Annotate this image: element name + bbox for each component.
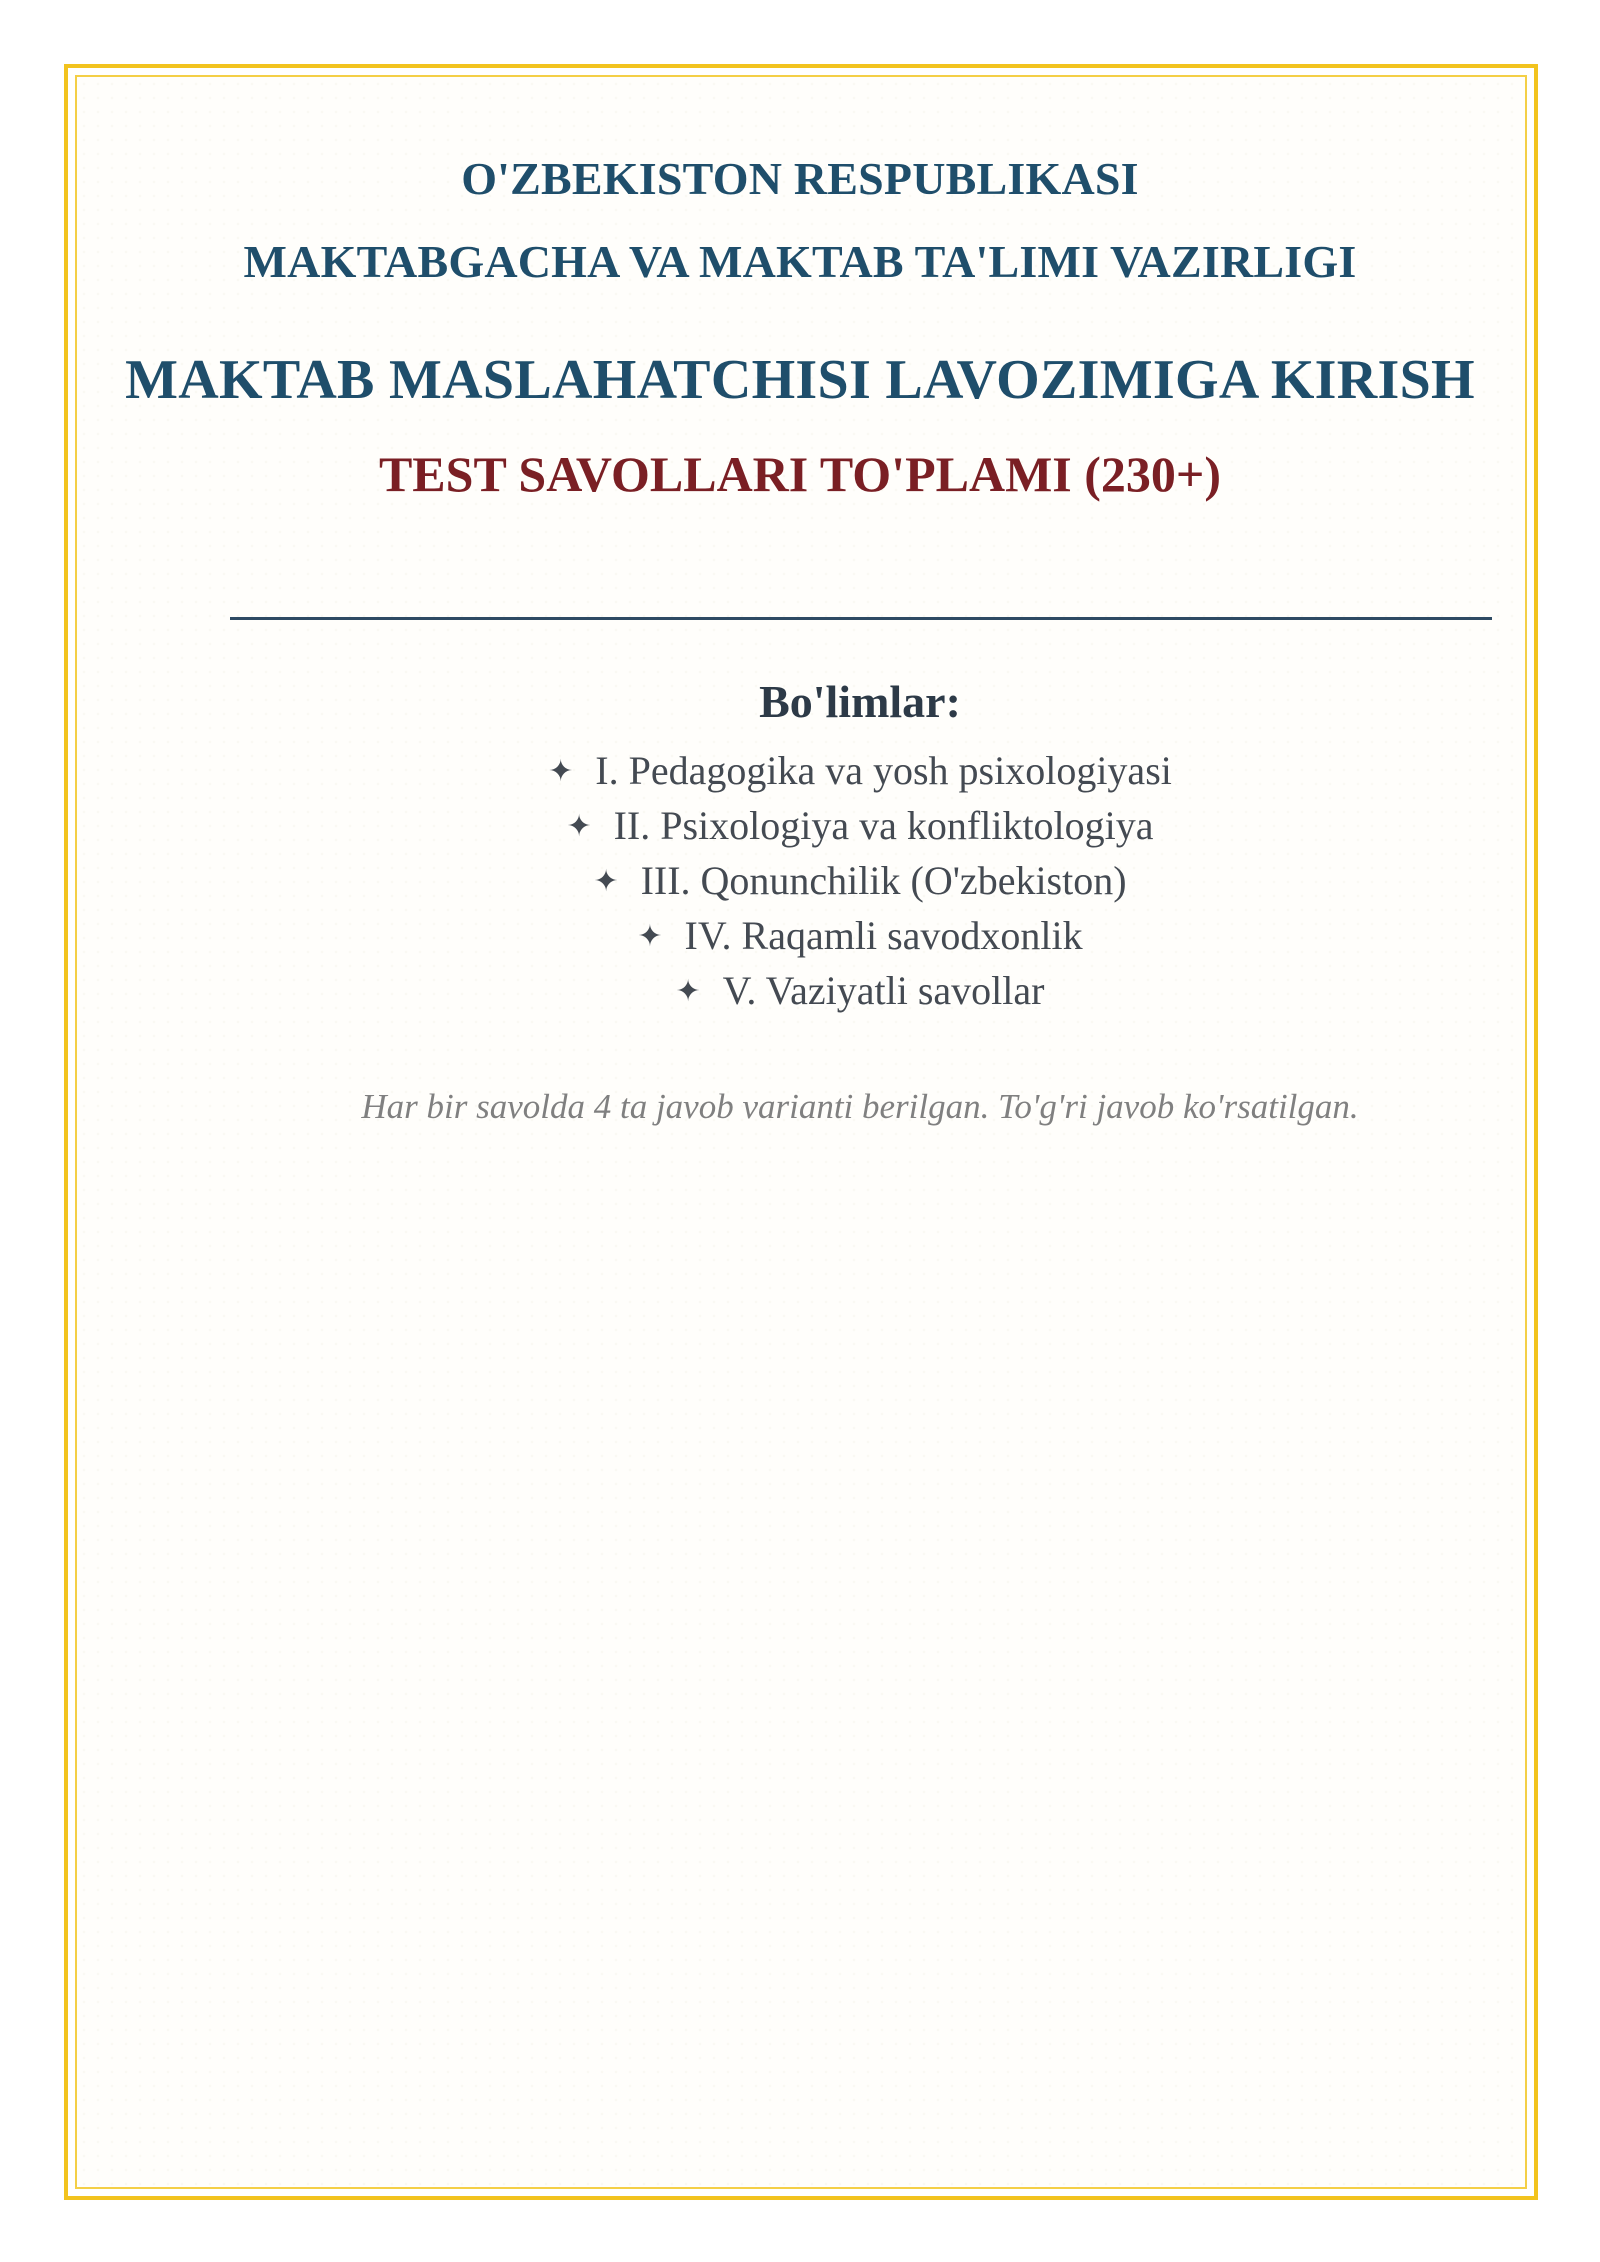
section-item bbox=[0, 963, 1600, 1018]
section-item bbox=[0, 798, 1600, 853]
section-item-label: III. Qonunchilik (O'zbekiston) bbox=[640, 858, 1127, 903]
four-point-star-icon: ✦ bbox=[637, 919, 663, 954]
answer-format-note: Har bir savolda 4 ta javob varianti berilgan. To'g'ri javob ko'rsatilgan. bbox=[361, 1087, 1359, 1126]
ministry-heading: MAKTABGACHA VA MAKTAB TA'LIMI VAZIRLIGI bbox=[243, 236, 1357, 287]
country-heading: O'ZBEKISTON RESPUBLIKASI bbox=[461, 153, 1139, 204]
section-item-label: II. Psixologiya va konfliktologiya bbox=[613, 803, 1154, 848]
document-subtitle: TEST SAVOLLARI TO'PLAMI (230+) bbox=[378, 446, 1222, 502]
sections-heading: Bo'limlar: bbox=[759, 676, 961, 727]
section-item bbox=[0, 908, 1600, 963]
document-title: MAKTAB MASLAHATCHISI LAVOZIMIGA KIRISH bbox=[125, 349, 1475, 411]
section-item-label: IV. Raqamli savodxonlik bbox=[684, 913, 1083, 958]
section-item-label: V. Vaziyatli savollar bbox=[722, 968, 1045, 1013]
section-item bbox=[0, 743, 1600, 798]
four-point-star-icon: ✦ bbox=[675, 974, 701, 1009]
four-point-star-icon: ✦ bbox=[593, 864, 619, 899]
horizontal-divider bbox=[230, 617, 1492, 620]
four-point-star-icon: ✦ bbox=[566, 809, 592, 844]
sections-list bbox=[0, 743, 1600, 1018]
four-point-star-icon: ✦ bbox=[548, 754, 574, 789]
section-item-label: I. Pedagogika va yosh psixologiyasi bbox=[595, 748, 1172, 793]
section-item bbox=[0, 853, 1600, 908]
